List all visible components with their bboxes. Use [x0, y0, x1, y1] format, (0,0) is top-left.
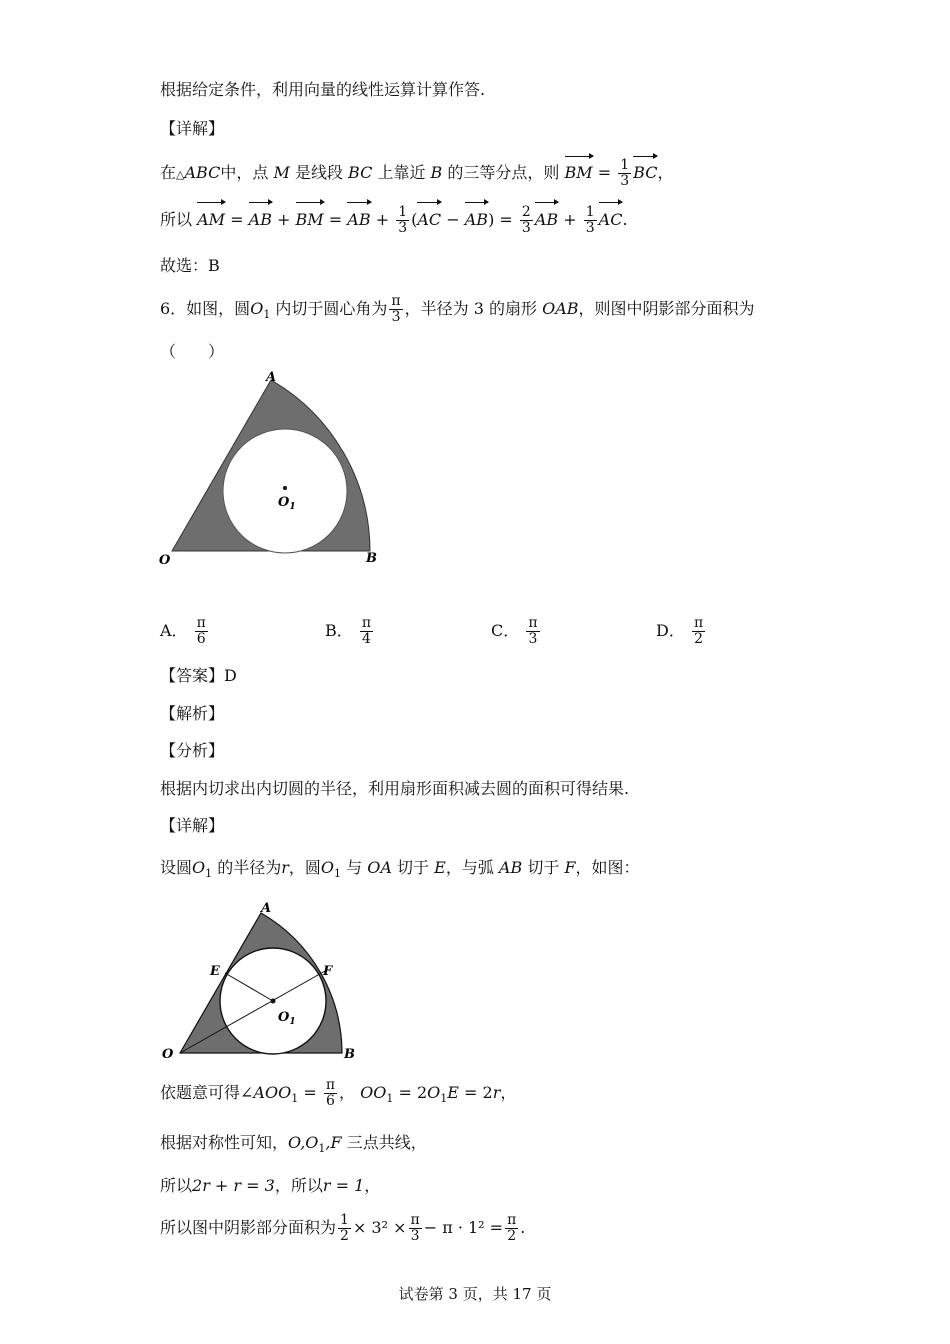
s4-b: ，所以	[274, 1176, 323, 1195]
l4-plus3: +	[563, 210, 577, 229]
fig1-label-o1: $O_1$	[278, 495, 296, 512]
s5-frac2-den: 3	[410, 1228, 420, 1244]
option-b-num: π	[361, 615, 372, 631]
fig1-label-b: B	[366, 551, 377, 566]
l3-text-g: 上靠近	[377, 163, 426, 182]
s5-frac1-num: 1	[340, 1212, 349, 1228]
s2-end: ，	[500, 1083, 517, 1102]
q6-oab: OAB	[542, 299, 579, 318]
q6-text-b: 内切于圆心角为	[275, 299, 388, 318]
option-c-frac	[526, 616, 539, 647]
l4-text-a: 所以	[160, 210, 193, 229]
l4-eq2: =	[328, 210, 343, 229]
xiangjie-text: 【详解】	[160, 816, 225, 835]
s5-mid: × 3² ×	[352, 1218, 407, 1237]
answer-line	[160, 666, 237, 686]
s1-a: 设圆	[160, 858, 193, 877]
s3-a: 根据对称性可知，	[160, 1133, 289, 1152]
s1-e: 切于	[397, 858, 430, 877]
solution-line-3	[160, 1133, 427, 1159]
l3-fraction	[618, 158, 631, 189]
option-d-frac	[692, 616, 705, 647]
s5-rest: − π · 1² =	[423, 1218, 504, 1237]
l4-plus2: +	[375, 210, 390, 229]
option-c-label: C．	[491, 621, 520, 640]
s4-eq2: r = 1	[322, 1176, 365, 1195]
q6-fraction	[389, 294, 402, 325]
option-d-label: D．	[656, 621, 685, 640]
question-6-paren	[160, 342, 224, 362]
l3-text-i: 的三等分点，则	[447, 163, 560, 182]
s4-a: 所以	[160, 1176, 193, 1195]
fenxi-body-text: 根据内切求出内切圆的半径，利用扇形面积减去圆的面积可得结果.	[160, 779, 630, 798]
l3-frac-den: 3	[620, 173, 630, 189]
l3-text-c: 中，点	[220, 163, 269, 182]
l4-frac3-num: 1	[585, 204, 595, 220]
option-d-den: 2	[694, 631, 703, 647]
fig2-center-dot	[271, 999, 276, 1004]
choice-line	[160, 256, 220, 276]
option-b-frac	[360, 616, 373, 647]
s2-o: O	[427, 1083, 441, 1102]
s4-end: ，	[364, 1176, 381, 1195]
jiexi-text: 【解析】	[160, 704, 225, 723]
l3-text-e: 是线段	[294, 163, 343, 182]
l4-eq1: =	[230, 210, 244, 229]
option-c[interactable]	[491, 616, 542, 647]
option-c-num: π	[528, 615, 538, 631]
s5-frac-3	[505, 1213, 518, 1244]
l3-m: M	[273, 163, 290, 182]
s2-sub3: 1	[440, 1092, 448, 1106]
fenxi-text: 【分析】	[160, 741, 225, 760]
s1-h: ，如图：	[575, 858, 640, 877]
vector-bm-2: BM	[296, 205, 324, 235]
l3-bc: BC	[348, 163, 373, 182]
s2-r: r	[492, 1083, 501, 1102]
l4-rparen: )	[488, 210, 495, 229]
s2-fraction	[324, 1078, 337, 1109]
s2-sub2: 1	[386, 1092, 394, 1106]
s1-g: 切于	[527, 858, 560, 877]
s2-a: 依题意可得∠	[160, 1083, 254, 1102]
fig2-label-o1: $O_1$	[278, 1010, 296, 1027]
s1-d: 与	[346, 858, 363, 877]
vector-ab-1: AB	[249, 205, 272, 235]
vector-ab-2: AB	[347, 205, 370, 235]
q6-text-d: ，则图中阴影部分面积为	[578, 299, 755, 318]
option-a-frac	[195, 616, 208, 647]
s5-frac-1	[338, 1213, 351, 1244]
q6-paren-text: （ ）	[160, 342, 225, 361]
s2-eq3: = 2	[464, 1083, 493, 1102]
s1-b: 的半径为	[217, 858, 282, 877]
vector-bc: BC	[633, 159, 657, 187]
triangle-symbol: △	[176, 168, 185, 181]
s1-r: r	[281, 858, 289, 877]
s5-frac-2	[409, 1213, 422, 1244]
l3-frac-num: 1	[620, 157, 630, 173]
s3-sub: 1	[318, 1142, 326, 1156]
vector-bm: BM	[565, 159, 593, 187]
solution-line-2	[160, 1076, 516, 1116]
page-footer	[0, 1283, 950, 1304]
vector-ab-4: AB	[535, 205, 558, 235]
page-number: 试卷第 3 页，共 17 页	[398, 1285, 552, 1303]
option-b-label: B．	[325, 621, 353, 640]
s1-E: E	[434, 858, 446, 877]
q6-text-a: 6．如图，圆	[160, 299, 251, 318]
q6-frac-den: 3	[391, 309, 401, 325]
s2-e: E	[447, 1083, 459, 1102]
s2-aoo: AOO	[253, 1083, 292, 1102]
l4-plus1: +	[277, 210, 291, 229]
question-6	[160, 292, 755, 332]
s1-f: ，与弧	[445, 858, 494, 877]
s3-b: 三点共线，	[346, 1133, 427, 1152]
vector-ab-3: AB	[465, 205, 488, 235]
option-b-den: 4	[362, 631, 371, 647]
s1-oa: OA	[367, 858, 392, 877]
solution-line-1	[160, 858, 640, 884]
l4-frac1-den: 3	[398, 220, 408, 236]
vector-line-2	[160, 205, 628, 236]
xiangjie-heading	[160, 816, 224, 836]
fig1-label-o: O	[159, 553, 171, 568]
l3-equals: =	[597, 163, 612, 182]
l3-end: ，	[657, 163, 674, 182]
s4-eq: 2r + r = 3	[192, 1176, 275, 1195]
q6-frac-num: π	[391, 293, 401, 309]
q6-o: O	[250, 299, 264, 318]
s1-o: O	[192, 858, 206, 877]
l3-text-a: 在	[160, 163, 177, 182]
answer-text: 【答案】D	[160, 666, 237, 685]
fenxi-body	[160, 779, 629, 799]
l4-eq3: =	[499, 210, 513, 229]
l4-frac1-num: 1	[398, 204, 408, 220]
fig2-label-a: A	[261, 901, 272, 916]
vector-am: AM	[197, 205, 225, 235]
s1-o2: O	[320, 858, 335, 877]
q6-text-c: ，半径为 3 的扇形	[404, 299, 537, 318]
fig1-center-dot	[283, 486, 287, 490]
l4-lparen: (	[411, 210, 418, 229]
option-d[interactable]	[656, 616, 707, 647]
fig1-incircle	[223, 429, 347, 553]
choice-text: 故选：B	[160, 256, 220, 275]
option-a-num: π	[196, 615, 206, 631]
fig2-label-f: F	[323, 964, 333, 979]
s1-c: ，圆	[288, 858, 321, 877]
option-a-label: A．	[160, 621, 188, 640]
fig2-label-b: B	[344, 1047, 355, 1062]
detail-heading	[160, 119, 224, 139]
s2-frac-num: π	[325, 1077, 336, 1093]
s1-ab: AB	[498, 858, 523, 877]
l4-frac2-den: 3	[521, 220, 531, 236]
l4-end: .	[622, 210, 628, 229]
s2-eq2: = 2	[398, 1083, 428, 1102]
analysis-sentence: 根据给定条件，利用向量的线性运算计算作答.	[160, 80, 486, 99]
analysis-text	[160, 80, 485, 100]
s2-frac-den: 6	[325, 1093, 335, 1109]
s5-frac3-den: 2	[507, 1228, 517, 1244]
vector-ac-1: AC	[417, 205, 441, 235]
jiexi-heading	[160, 704, 224, 724]
s2-sub: 1	[291, 1092, 299, 1106]
l3-b: B	[430, 163, 443, 182]
s3-points: O,O	[288, 1133, 319, 1152]
s2-b: ，	[339, 1083, 356, 1102]
fig2-label-o: O	[162, 1047, 174, 1062]
vector-ac-2: AC	[599, 205, 623, 235]
option-b[interactable]	[325, 616, 375, 647]
l4-frac-3	[584, 205, 597, 236]
option-a-den: 6	[196, 631, 206, 647]
option-d-num: π	[693, 615, 704, 631]
s2-oo: OO	[360, 1083, 387, 1102]
option-c-den: 3	[528, 631, 538, 647]
figure-2	[150, 895, 370, 1070]
fenxi-heading	[160, 741, 224, 761]
s5-frac3-num: π	[507, 1212, 517, 1228]
s5-end: .	[520, 1218, 526, 1237]
s5-frac1-den: 2	[340, 1228, 349, 1244]
s3-f: ,F	[325, 1133, 342, 1152]
q6-o-sub: 1	[263, 308, 271, 322]
solution-line-4	[160, 1176, 380, 1196]
l4-frac-2	[520, 205, 533, 236]
s5-a: 所以图中阴影部分面积为	[160, 1218, 337, 1237]
s2-eq: =	[303, 1083, 317, 1102]
figure-1	[150, 365, 390, 575]
option-a[interactable]	[160, 616, 210, 647]
fig1-label-a: A	[266, 370, 277, 385]
l4-frac3-den: 3	[585, 220, 595, 236]
l4-minus: −	[446, 210, 460, 229]
l4-frac-1	[396, 205, 409, 236]
solution-line-5	[160, 1210, 525, 1246]
l4-frac2-num: 2	[521, 204, 531, 220]
s1-o2-sub: 1	[334, 867, 342, 881]
fig2-label-e: E	[210, 964, 220, 979]
s5-frac2-num: π	[410, 1212, 420, 1228]
detail-heading-text: 【详解】	[160, 119, 225, 138]
vector-line-1	[160, 158, 673, 189]
s1-F: F	[564, 858, 576, 877]
s1-o-sub: 1	[205, 867, 213, 881]
l3-abc: ABC	[184, 163, 221, 182]
